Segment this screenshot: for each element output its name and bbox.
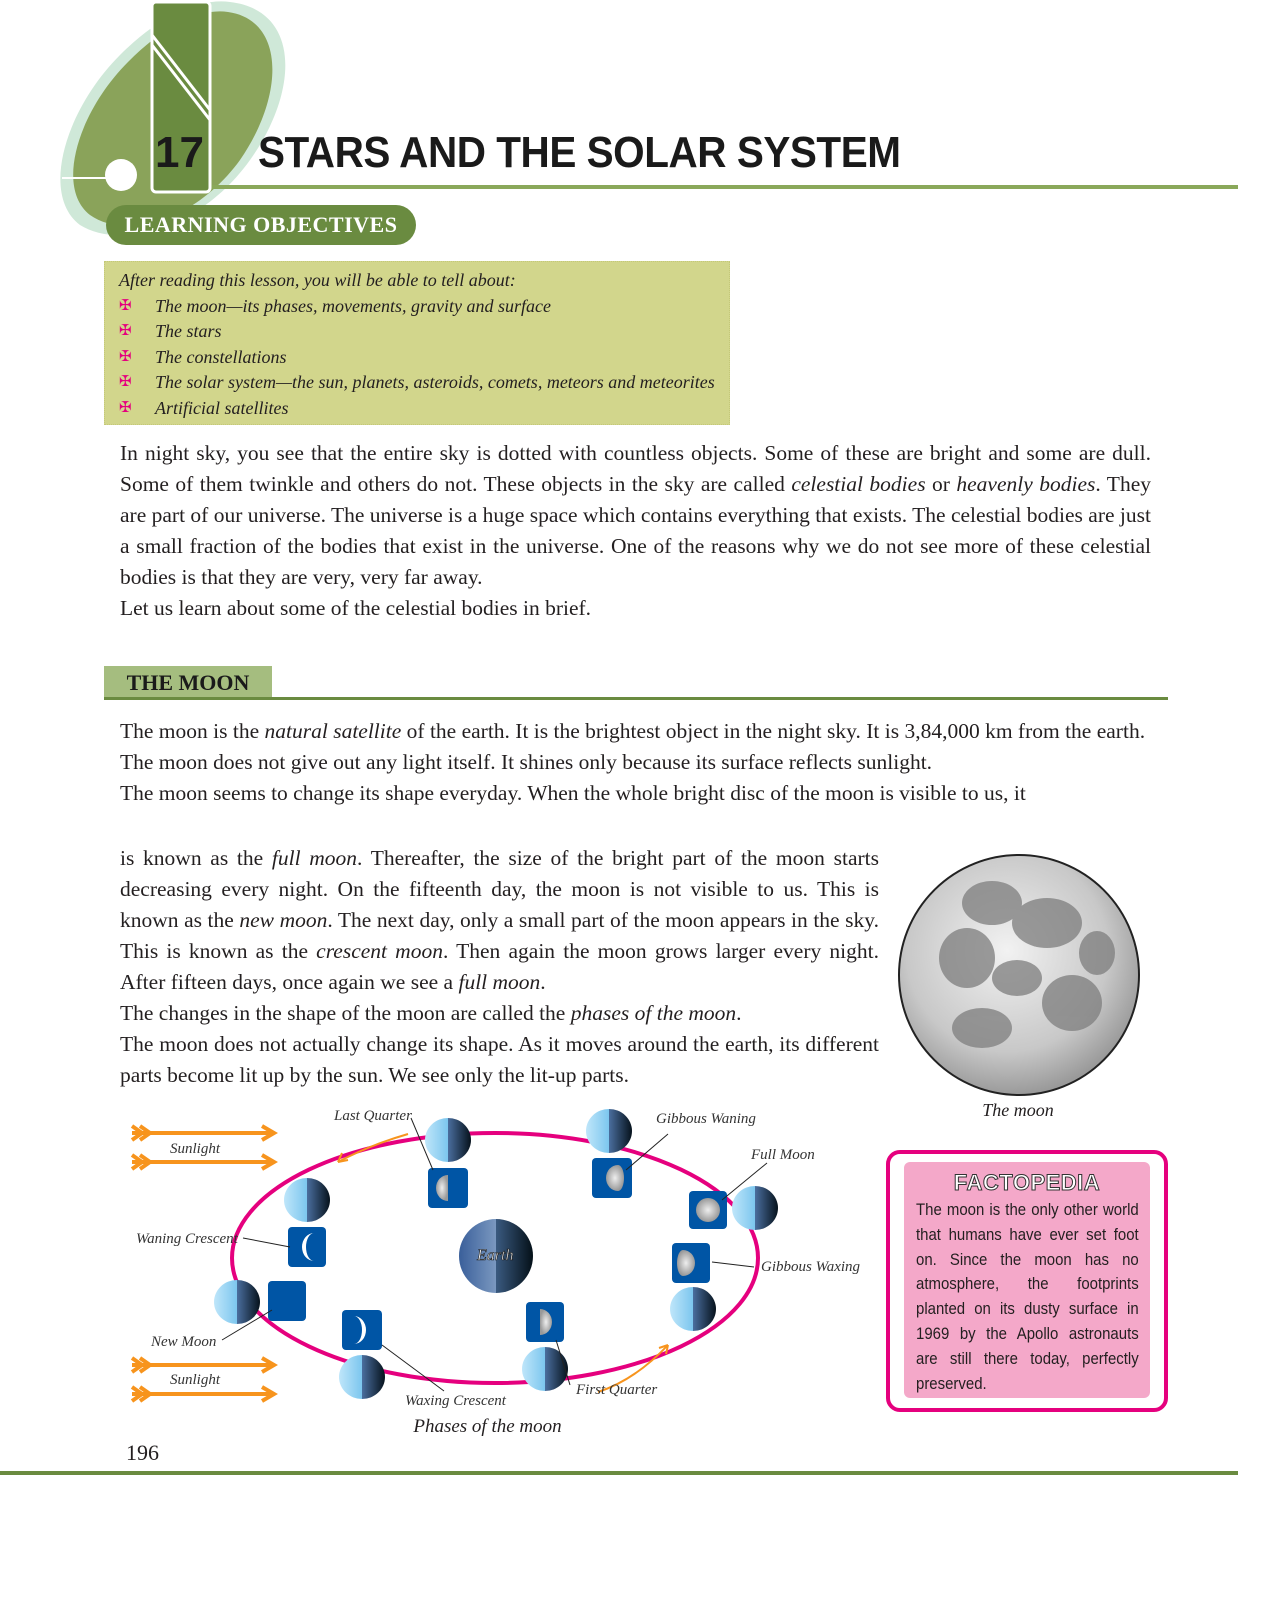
moon-text-full [120,716,1151,809]
paragraph [120,438,1151,593]
moon-photo-caption: The moon [982,1100,1054,1120]
text-run: The moon does not actually change its shape. As it moves around the earth, its different parts become lit up by the sun. We see only the lit-up parts. [120,1032,879,1087]
label-waxing-crescent: Waxing Crescent [405,1393,506,1409]
text-run: . They are part of our universe. The universe is a huge space which contains everything that exists. The celestial bodies are just a small fraction of the bodies that exist in the universe. One of the reasons why we do not see more of these celestial bodies is that they are very, very far away. [120,472,1151,589]
emphasized-term: full moon [458,970,541,994]
objective-item [119,345,715,371]
moon-sphere-icon [425,1118,471,1162]
objective-item [119,319,715,345]
paragraph [120,1029,879,1091]
label-gibbous-waning: Gibbous Waning [656,1111,756,1127]
gibbous-waning-icon [592,1158,632,1198]
objectives-intro: After reading this lesson, you will be able to tell about: [119,270,516,290]
learning-objectives-box [104,261,730,425]
moon-sphere-icon [586,1109,632,1153]
text-run: . Then again the moon grows larger every night. After fifteen days, once again we see a [120,939,879,994]
emphasized-term: natural satellite [264,719,402,743]
text-run: The moon does not give out any light itself. It shines only because its surface reflects sunlight. [120,750,933,774]
first-quarter-icon [526,1302,564,1342]
new-moon-icon [268,1281,306,1321]
factopedia-text: The moon is the only other world that humans have ever set foot on. Since the moon has no atmosphere, the footprints planted on its dusty surface in 1969 by the Apollo astronauts are still there today, perfectly preserved. [916,1200,1139,1393]
objectives-list [119,294,715,422]
gibbous-waxing-icon [672,1243,710,1283]
paragraph [120,778,1151,809]
emphasized-term: heavenly bodies [956,472,1096,496]
label-gibbous-waxing: Gibbous Waxing [761,1259,861,1275]
last-quarter-icon [428,1168,468,1208]
section-divider [104,697,1168,700]
text-run: In night sky, you see that the entire sky is dotted with countless objects. Some of these are bright and some are dull. Some of them twinkle and others do not. These objects in the sky are called [120,441,1151,496]
full-moon-icon [689,1191,727,1229]
cross-bullet-icon: ✠ [119,297,132,314]
page-number: 196 [126,1440,159,1465]
text-run: Let us learn about some of the celestial bodies in brief. [120,596,592,620]
waxing-crescent-icon [342,1310,382,1350]
title-divider [212,185,1238,189]
sunlight-label: Sunlight [170,1141,221,1157]
learning-objectives-heading: LEARNING OBJECTIVES [106,205,416,245]
sunlight-label: Sunlight [170,1372,221,1388]
earth-label: Earth [477,1247,514,1264]
text-run: is known as the [120,846,272,870]
objective-text: Artificial satellites [155,397,289,418]
label-new-moon: New Moon [151,1334,217,1350]
paragraph [120,747,1151,778]
paragraph [120,998,879,1029]
objective-text: The solar system—the sun, planets, asteroids, comets, meteors and meteorites [155,372,715,393]
chapter-number: 17 [155,128,204,177]
emphasized-term: phases of the moon [570,1001,737,1025]
cross-bullet-icon: ✠ [119,399,132,416]
section-heading-the-moon: THE MOON [104,666,272,700]
moon-phases-diagram [0,1100,880,1420]
label-waning-crescent: Waning Crescent [136,1231,238,1247]
moon-text-column [120,843,879,1091]
header-dot-icon [105,159,137,191]
moon-photo [897,853,1143,1099]
text-run: . Thereafter, the size of the bright part of the moon starts decreasing every night. On the fifteenth day, the moon is not visible to us. This is known as the [120,846,879,932]
emphasized-term: full moon [271,846,358,870]
label-last-quarter: Last Quarter [334,1108,412,1124]
text-run: or [925,472,957,496]
moon-sphere-icon [214,1280,260,1324]
moon-sphere-icon [339,1355,385,1399]
text-run: . The next day, only a small part of the moon appears in the sky. This is known as the [120,908,879,963]
objective-item [119,396,715,422]
moon-sphere-icon [732,1186,778,1230]
text-run: The moon seems to change its shape everyday. When the whole bright disc of the moon is visible to us, it [120,781,1026,805]
label-first-quarter: First Quarter [576,1382,658,1398]
cross-bullet-icon: ✠ [119,374,132,391]
emphasized-term: new moon [239,908,328,932]
cross-bullet-icon: ✠ [119,323,132,340]
waning-crescent-icon [288,1227,326,1267]
diagram-caption: Phases of the moon [413,1416,562,1437]
text-run: of the earth. It is the brightest object in the night sky. It is 3,84,000 km from the earth. [401,719,1146,743]
text-run: The changes in the shape of the moon are called the [120,1001,571,1025]
moon-sphere-icon [522,1347,568,1391]
objective-item [119,294,715,320]
objective-text: The moon—its phases, movements, gravity and surface [155,295,551,316]
factopedia-title: FACTOPEDIA [953,1170,1101,1195]
label-full-moon: Full Moon [751,1147,815,1163]
footer-divider [0,1471,1238,1475]
emphasized-term: crescent moon [316,939,443,963]
objective-text: The stars [155,321,222,342]
cross-bullet-icon: ✠ [119,348,132,365]
factopedia-panel [904,1162,1150,1398]
text-run: The moon is the [120,719,265,743]
intro-text [120,438,1151,624]
paragraph [120,716,1151,747]
objective-item [119,370,715,396]
moon-sphere-icon [284,1178,330,1222]
factopedia-box [886,1150,1168,1412]
emphasized-term: celestial bodies [791,472,926,496]
objective-text: The constellations [155,346,287,367]
paragraph [120,843,879,998]
text-run: . [736,1001,742,1025]
chapter-title: STARS AND THE SOLAR SYSTEM [258,128,901,177]
text-run: . [540,970,546,994]
paragraph [120,593,1151,624]
moon-sphere-icon [670,1287,716,1331]
